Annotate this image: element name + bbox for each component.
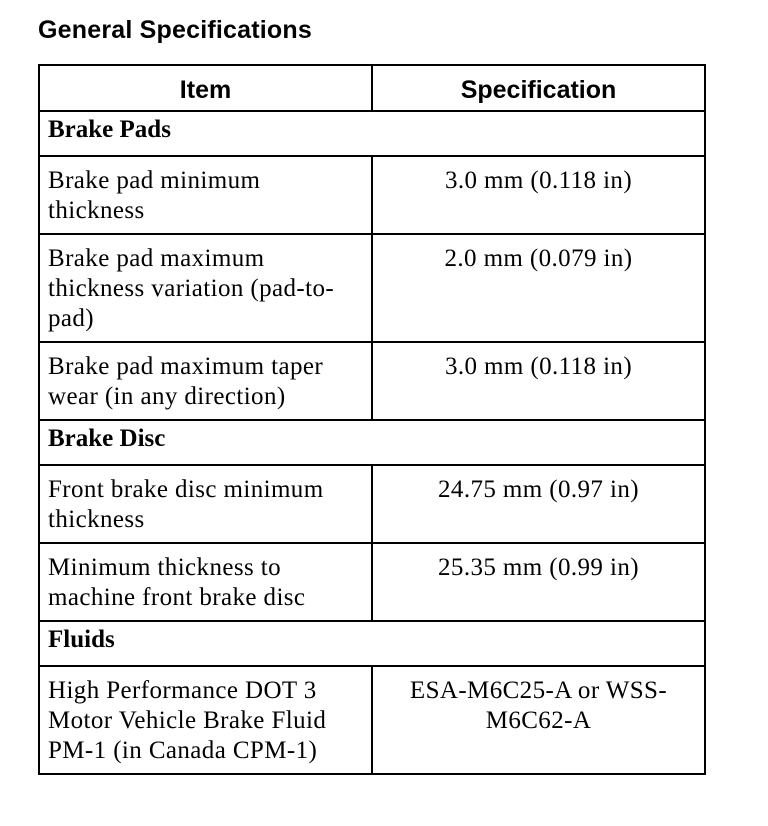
section-heading: Fluids (39, 621, 705, 666)
item-cell: Front brake disc minimum thickness (39, 465, 372, 543)
page-title: General Specifications (38, 16, 312, 44)
table-row (39, 156, 705, 234)
specification-cell: ESA-M6C25-A or WSS-M6C62-A (372, 666, 705, 774)
section-row-fluids (39, 621, 705, 666)
section-row-brake-disc (39, 420, 705, 465)
item-cell: Brake pad maximum taper wear (in any direction) (39, 342, 372, 420)
section-heading: Brake Pads (39, 111, 705, 156)
item-cell: Brake pad minimum thickness (39, 156, 372, 234)
column-header-item: Item (39, 65, 372, 111)
specification-cell: 25.35 mm (0.99 in) (372, 543, 705, 621)
specification-cell: 24.75 mm (0.97 in) (372, 465, 705, 543)
table-header-row (39, 65, 705, 111)
table-row (39, 543, 705, 621)
table-row (39, 465, 705, 543)
specification-cell: 2.0 mm (0.079 in) (372, 234, 705, 342)
specification-cell: 3.0 mm (0.118 in) (372, 342, 705, 420)
item-cell: Minimum thickness to machine front brake disc (39, 543, 372, 621)
table-row (39, 342, 705, 420)
table-row (39, 666, 705, 774)
specifications-table (38, 64, 706, 775)
specification-cell: 3.0 mm (0.118 in) (372, 156, 705, 234)
item-cell: High Performance DOT 3 Motor Vehicle Brake Fluid PM-1 (in Canada CPM-1) (39, 666, 372, 774)
section-row-brake-pads (39, 111, 705, 156)
table-row (39, 234, 705, 342)
section-heading: Brake Disc (39, 420, 705, 465)
item-cell: Brake pad maximum thickness variation (pad-to-pad) (39, 234, 372, 342)
column-header-specification: Specification (372, 65, 705, 111)
